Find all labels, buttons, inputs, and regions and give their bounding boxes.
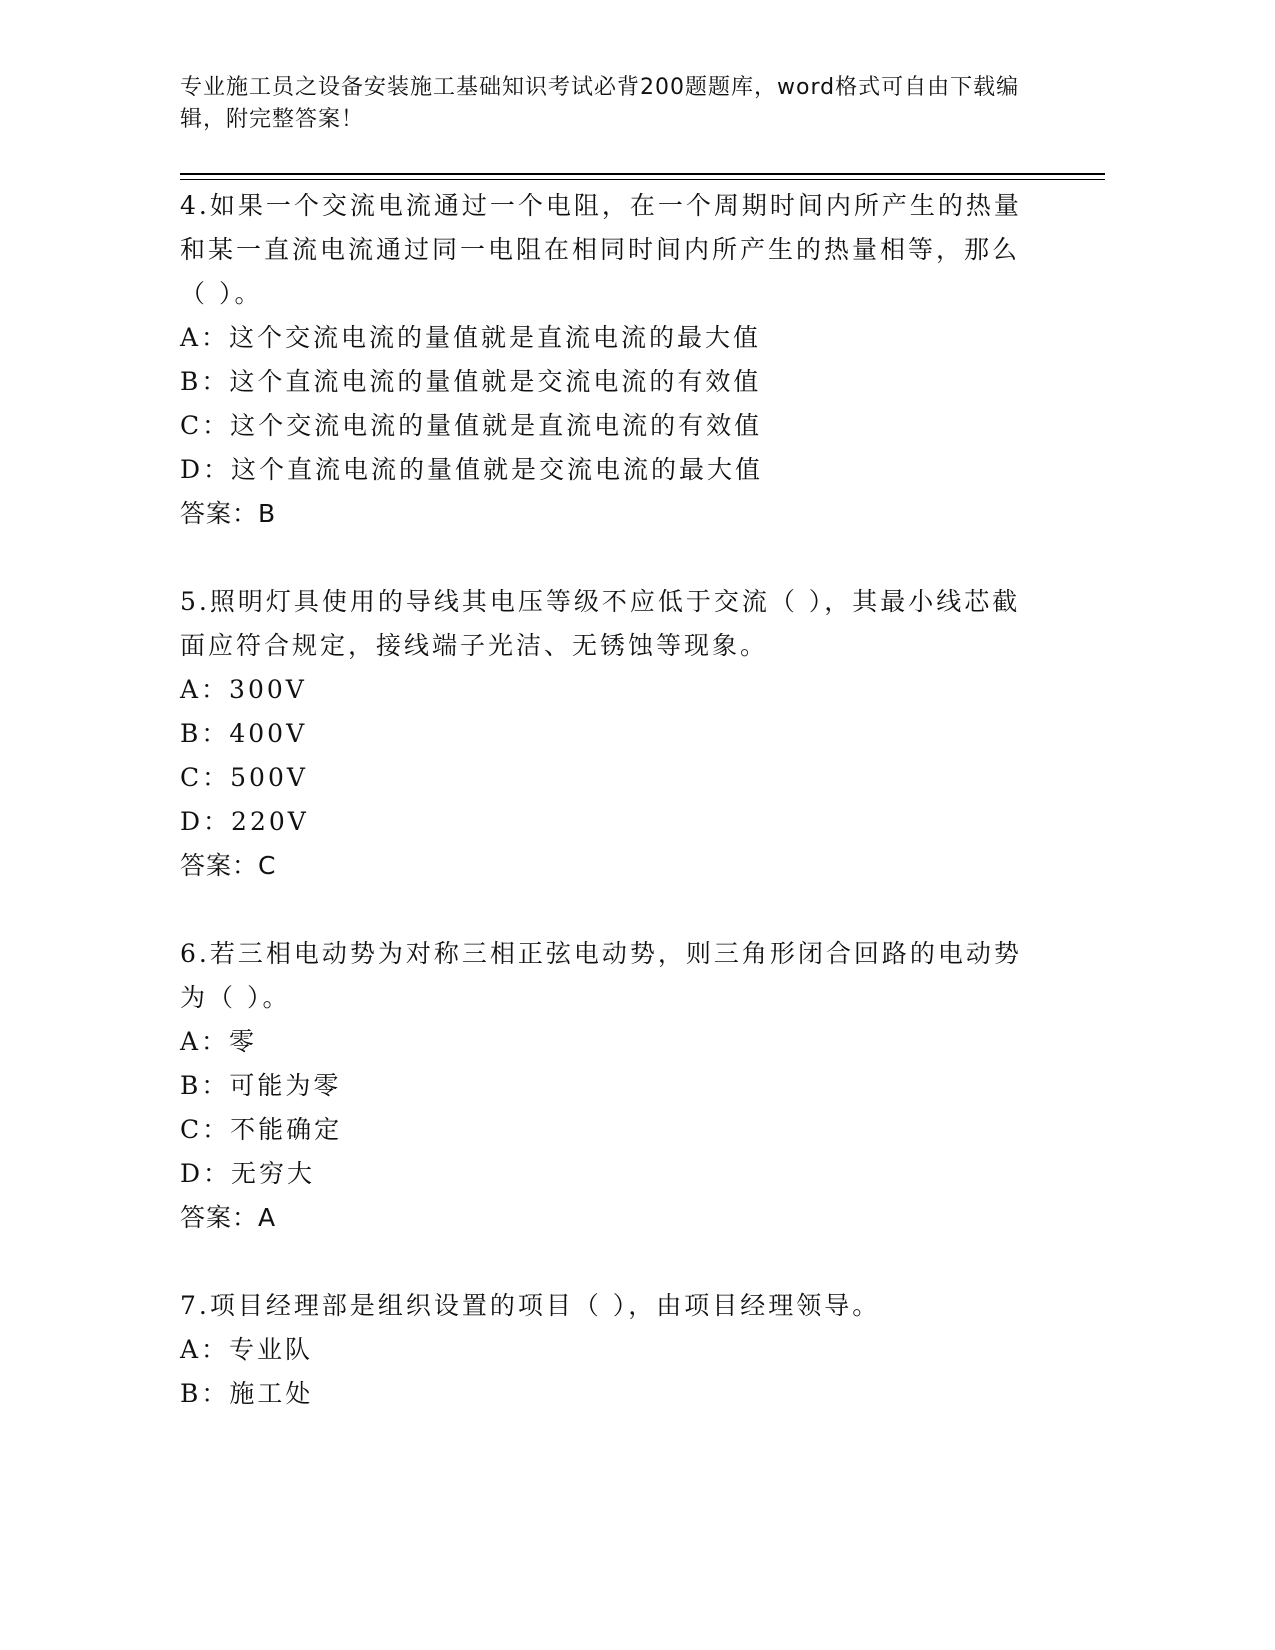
question-text: 5.照明灯具使用的导线其电压等级不应低于交流（ ），其最小线芯截面应符合规定，接线端子光洁、无锈蚀等现象。: [180, 587, 1021, 660]
question-4: [180, 184, 1040, 536]
option-c: C：这个交流电流的量值就是直流电流的有效值: [180, 411, 763, 440]
question-text: 6.若三相电动势为对称三相正弦电动势，则三角形闭合回路的电动势为（ ）。: [180, 939, 1022, 1012]
question-text: 7.项目经理部是组织设置的项目（ ），由项目经理领导。: [180, 1291, 881, 1320]
option-a: A：零: [180, 1027, 258, 1056]
option-b: B：400V: [180, 719, 308, 748]
option-a: A：这个交流电流的量值就是直流电流的最大值: [180, 323, 762, 352]
question-7: [180, 1284, 1040, 1416]
option-b: B：这个直流电流的量值就是交流电流的有效值: [180, 367, 762, 396]
option-d: D：无穷大: [180, 1159, 316, 1188]
option-a: A：专业队: [180, 1335, 314, 1364]
option-a: A：300V: [180, 675, 307, 704]
question-text: 4.如果一个交流电流通过一个电阻，在一个周期时间内所产生的热量和某一直流电流通过同一电阻在相同时间内所产生的热量相等，那么（ ）。: [180, 191, 1022, 308]
option-c: C：不能确定: [180, 1115, 343, 1144]
answer-line: 答案：B: [180, 499, 277, 528]
option-b: B：可能为零: [180, 1071, 342, 1100]
document-header: 专业施工员之设备安装施工基础知识考试必背200题题库，word格式可自由下载编辑，附完整答案！: [180, 75, 1020, 132]
option-d: D：220V: [180, 807, 309, 836]
question-5: [180, 580, 1040, 888]
question-list: [180, 184, 1040, 1460]
header-divider-thin: [180, 179, 1105, 180]
answer-line: 答案：C: [180, 851, 277, 880]
question-6: [180, 932, 1040, 1240]
option-c: C：500V: [180, 763, 308, 792]
option-d: D：这个直流电流的量值就是交流电流的最大值: [180, 455, 764, 484]
option-b: B：施工处: [180, 1379, 314, 1408]
answer-line: 答案：A: [180, 1203, 277, 1232]
header-divider-thick: [180, 173, 1105, 175]
